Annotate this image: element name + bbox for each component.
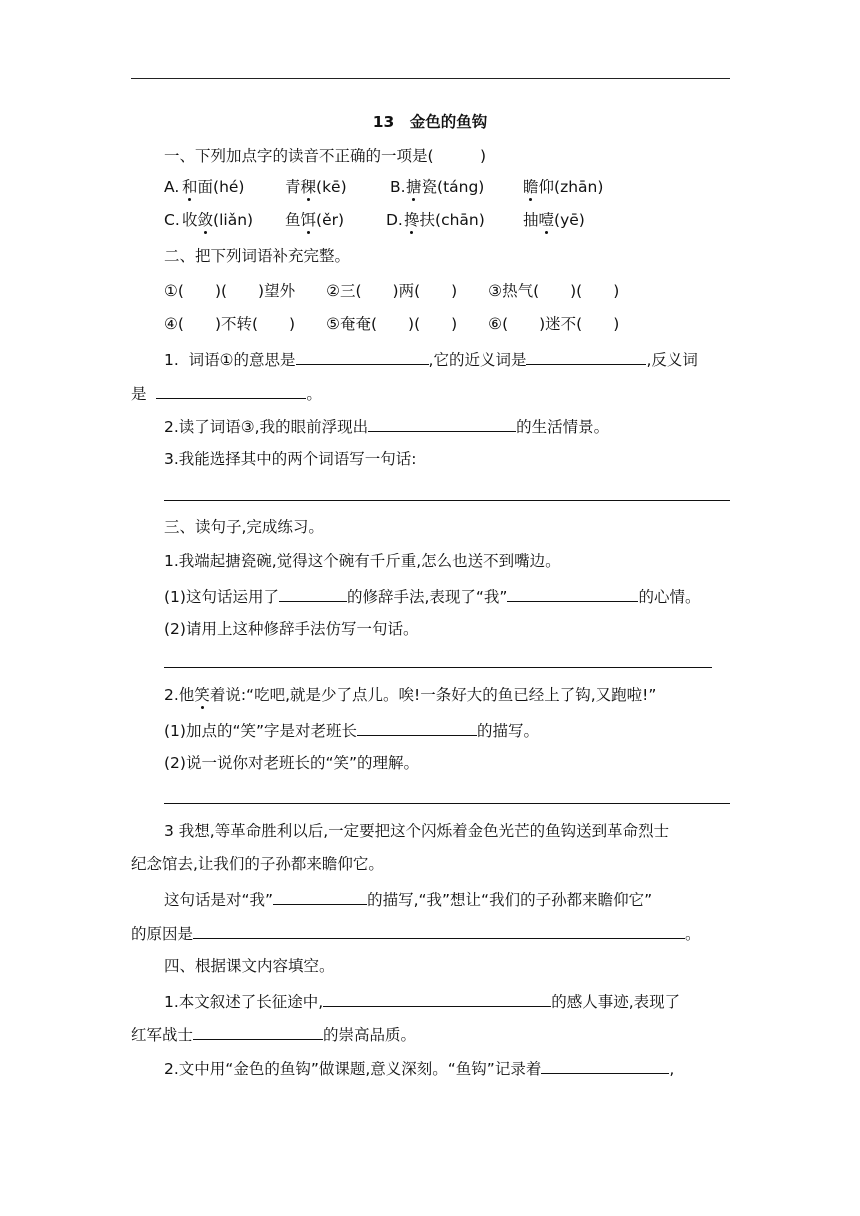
answer-line[interactable] — [164, 803, 730, 804]
s4-q1-line2: 红军战士 的崇高品质。 — [131, 1022, 416, 1046]
s3-p3-q-line2: 的原因是 。 — [131, 921, 701, 945]
answer-blank[interactable] — [368, 414, 516, 432]
s2-q2-line: 2.读了词语③,我的眼前浮现出 的生活情景。 — [164, 414, 609, 438]
s3-p1-q2: (2)请用上这种修辞手法仿写一句话。 — [164, 620, 419, 638]
option-b-label: B. — [390, 178, 406, 196]
answer-line[interactable] — [164, 667, 712, 668]
section3-question: 三、读句子,完成练习。 — [164, 518, 324, 536]
option-c-label: C. — [164, 211, 180, 229]
answer-blank[interactable] — [541, 1056, 669, 1074]
header-rule — [131, 78, 730, 79]
s4-q2-line: 2.文中用“金色的鱼钩”做课题,意义深刻。“鱼钩”记录着 , — [164, 1056, 674, 1080]
emphasis-dot-char: 搀 — [404, 211, 420, 229]
emphasis-dot-char: 搪 — [406, 178, 422, 196]
answer-blank[interactable] — [279, 584, 347, 602]
s2-q3-line: 3.我能选择其中的两个词语写一句话: — [164, 450, 417, 468]
s2-q1-line: 1. 词语①的意思是 ,它的近义词是 ,反义词 — [164, 347, 698, 371]
option-a-word2: 青稞(kē) — [285, 178, 347, 196]
emphasis-dot-char: 瞻 — [523, 178, 539, 196]
page-title: 13 金色的鱼钩 — [372, 113, 488, 131]
answer-blank[interactable] — [273, 887, 367, 905]
s3-p2-q1: (1)加点的“笑”字是对老班长 的描写。 — [164, 718, 539, 742]
s3-p2-q2: (2)说一说你对老班长的“笑”的理解。 — [164, 754, 420, 772]
s3-p1-q1: (1)这句话运用了 的修辞手法,表现了“我” 的心情。 — [164, 584, 700, 608]
section2-question: 二、把下列词语补充完整。 — [164, 247, 351, 265]
answer-blank[interactable] — [156, 381, 306, 399]
answer-blank[interactable] — [507, 584, 638, 602]
answer-blank[interactable] — [526, 347, 646, 365]
answer-line[interactable] — [164, 500, 730, 501]
answer-blank[interactable] — [323, 989, 551, 1007]
emphasis-dot-char: 敛 — [197, 211, 214, 229]
s3-p3-q-line1: 这句话是对“我” 的描写,“我”想让“我们的子孙都来瞻仰它” — [164, 887, 652, 911]
answer-blank[interactable] — [357, 718, 477, 736]
emphasis-dot-char: 噎 — [538, 211, 555, 229]
idiom-row-1: ①( )( )望外 ②三( )两( ) ③热气( )( ) — [164, 282, 620, 300]
emphasis-dot-char: 稞 — [300, 178, 317, 196]
s4-q1-line1: 1.本文叙述了长征途中, 的感人事迹,表现了 — [164, 989, 680, 1013]
idiom-row-2: ④( )不转( ) ⑤奄奄( )( ) ⑥( )迷不( ) — [164, 315, 620, 333]
option-d-word2: 抽噎(yē) — [523, 211, 585, 229]
section4-question: 四、根据课文内容填空。 — [164, 957, 335, 975]
s3-passage-1: 1.我端起搪瓷碗,觉得这个碗有千斤重,怎么也送不到嘴边。 — [164, 552, 561, 570]
emphasis-dot-char: 饵 — [300, 211, 317, 229]
option-a-label: A. — [164, 178, 180, 196]
option-d-label: D. — [386, 211, 403, 229]
section1-question: 一、下列加点字的读音不正确的一项是( ) — [164, 147, 487, 165]
emphasis-dot-char: 和 — [182, 178, 198, 196]
s3-passage-3-line1: 3 我想,等革命胜利以后,一定要把这个闪烁着金色光芒的鱼钩送到革命烈士 — [164, 822, 670, 840]
option-c-word2: 鱼饵(ěr) — [285, 211, 345, 229]
s3-passage-3-line2: 纪念馆去,让我们的子孙都来瞻仰它。 — [131, 855, 384, 873]
option-a-word1: 和面(hé) — [182, 178, 245, 196]
answer-blank[interactable] — [193, 1022, 323, 1040]
option-c-word1: 收敛(liǎn) — [182, 211, 254, 229]
option-d-word1: 搀扶(chān) — [404, 211, 485, 229]
answer-blank[interactable] — [193, 921, 685, 939]
s2-q1-line2: 是 。 — [131, 381, 322, 405]
s3-passage-2: 2.他笑着说:“吃吧,就是少了点儿。唉!一条好大的鱼已经上了钩,又跑啦!” — [164, 686, 657, 704]
emphasis-dot-char: 笑 — [194, 686, 210, 704]
option-b-word1: 搪瓷(táng) — [406, 178, 485, 196]
option-b-word2: 瞻仰(zhān) — [523, 178, 604, 196]
answer-blank[interactable] — [296, 347, 429, 365]
